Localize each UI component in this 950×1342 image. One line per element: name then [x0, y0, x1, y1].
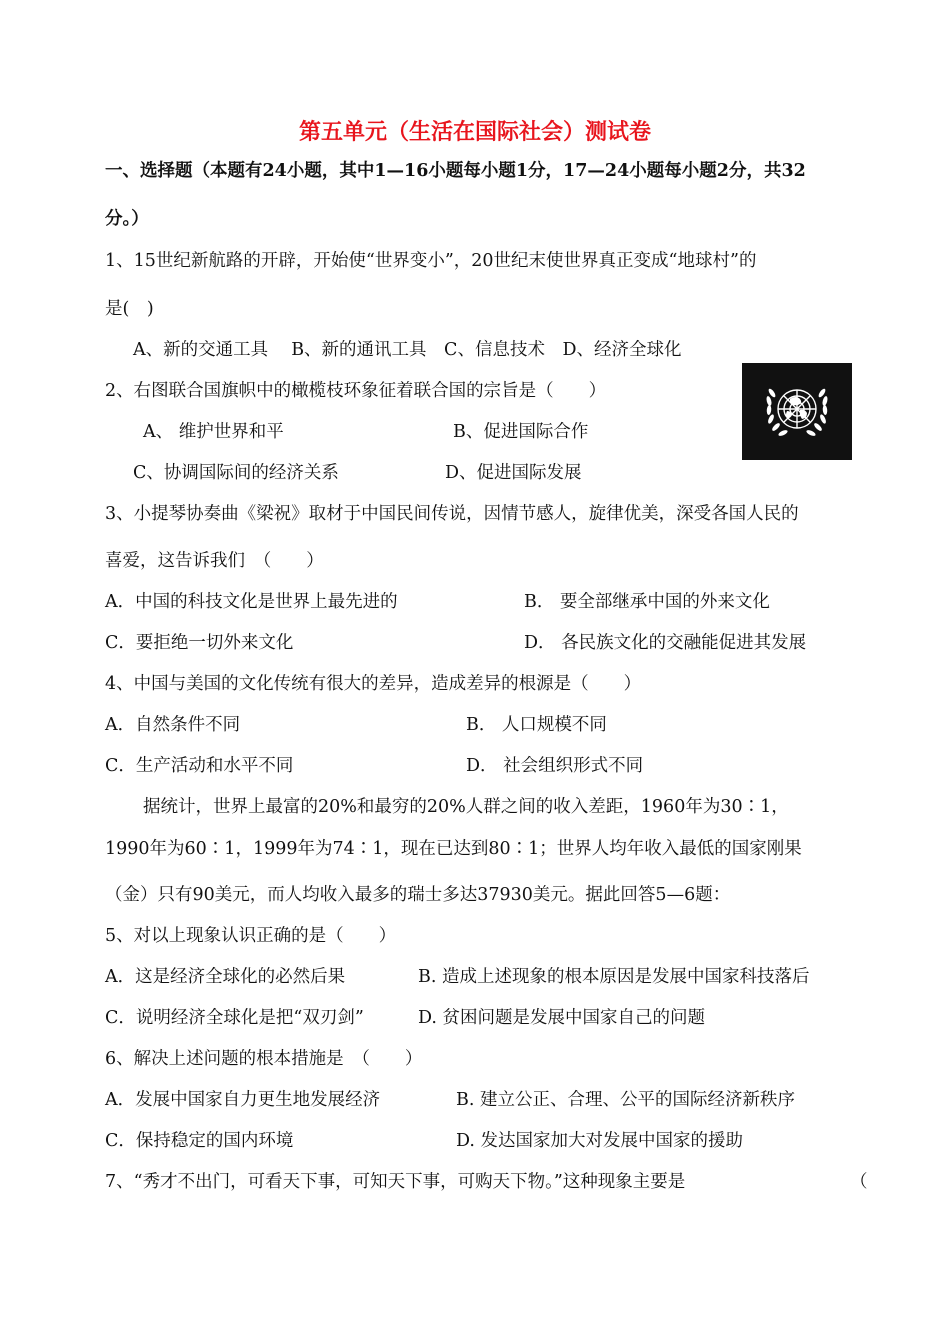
q1-stem-line-2: 是( ): [105, 299, 154, 319]
q7-stem: 7、“秀才不出门，可看天下事，可知天下事，可购天下物。”这种现象主要是: [105, 1172, 686, 1192]
q5-option-c: C．说明经济全球化是把“双刃剑”: [105, 1008, 364, 1028]
q6-stem: 6、解决上述问题的根本措施是 （ ）: [105, 1049, 423, 1069]
q3-stem-line-2: 喜爱，这告诉我们 （ ）: [105, 551, 324, 571]
q1-options: A、新的交通工具 B、新的通讯工具 C、信息技术 D、经济全球化: [133, 340, 682, 360]
q3-option-c: C．要拒绝一切外来文化: [105, 633, 294, 653]
q4-stem: 4、中国与美国的文化传统有很大的差异，造成差异的根源是（ ）: [105, 674, 642, 694]
q3-stem-line-1: 3、小提琴协奏曲《梁祝》取材于中国民间传说，因情节感人，旋律优美，深受各国人民的: [105, 504, 799, 524]
page-title: 第五单元（生活在国际社会）测试卷: [298, 119, 651, 145]
q3-option-a: A．中国的科技文化是世界上最先进的: [105, 592, 398, 612]
material-line-2: 1990年为60∶1，1999年为74∶1，现在已达到80∶1；世界人均年收入最低的国家刚果: [105, 839, 802, 859]
q6-option-c: C．保持稳定的国内环境: [105, 1131, 294, 1151]
q5-option-d: D. 贫困问题是发展中国家自己的问题: [418, 1008, 706, 1028]
q2-option-d: D、促进国际发展: [445, 463, 582, 483]
q3-option-b: B． 要全部继承中国的外来文化: [524, 592, 770, 612]
q5-option-b: B. 造成上述现象的根本原因是发展中国家科技落后: [418, 967, 810, 987]
q1-stem-line-1: 1、15世纪新航路的开辟，开始使“世界变小”，20世纪末使世界真正变成“地球村”的: [105, 251, 757, 271]
material-line-1: 据统计，世界上最富的20%和最穷的20%人群之间的收入差距，1960年为30∶1，: [143, 797, 789, 817]
q5-option-a: A．这是经济全球化的必然后果: [105, 967, 346, 987]
un-emblem-icon: [742, 363, 852, 460]
q2-option-c: C、协调国际间的经济关系: [133, 463, 339, 483]
q3-option-d: D． 各民族文化的交融能促进其发展: [524, 633, 807, 653]
q5-stem: 5、对以上现象认识正确的是（ ）: [105, 926, 397, 946]
q6-option-b: B. 建立公正、合理、公平的国际经济新秩序: [456, 1090, 795, 1110]
q2-option-a: A、 维护世界和平: [143, 422, 284, 442]
q7-answer-paren: （: [850, 1172, 868, 1192]
q6-option-a: A．发展中国家自力更生地发展经济: [105, 1090, 381, 1110]
section-heading-line-2: 分。）: [105, 209, 149, 229]
q2-option-b: B、促进国际合作: [453, 422, 589, 442]
q4-option-d: D． 社会组织形式不同: [466, 756, 644, 776]
q4-option-c: C．生产活动和水平不同: [105, 756, 294, 776]
q4-option-b: B． 人口规模不同: [466, 715, 607, 735]
q2-stem: 2、右图联合国旗帜中的橄榄枝环象征着联合国的宗旨是（ ）: [105, 381, 607, 401]
un-flag-image: [742, 363, 852, 460]
section-heading-line-1: 一、选择题（本题有24小题，其中1—16小题每小题1分，17—24小题每小题2分，共32: [105, 161, 806, 181]
q6-option-d: D. 发达国家加大对发展中国家的援助: [456, 1131, 744, 1151]
q4-option-a: A．自然条件不同: [105, 715, 241, 735]
material-line-3: （金）只有90美元，而人均收入最多的瑞士多达37930美元。据此回答5—6题：: [105, 885, 731, 905]
